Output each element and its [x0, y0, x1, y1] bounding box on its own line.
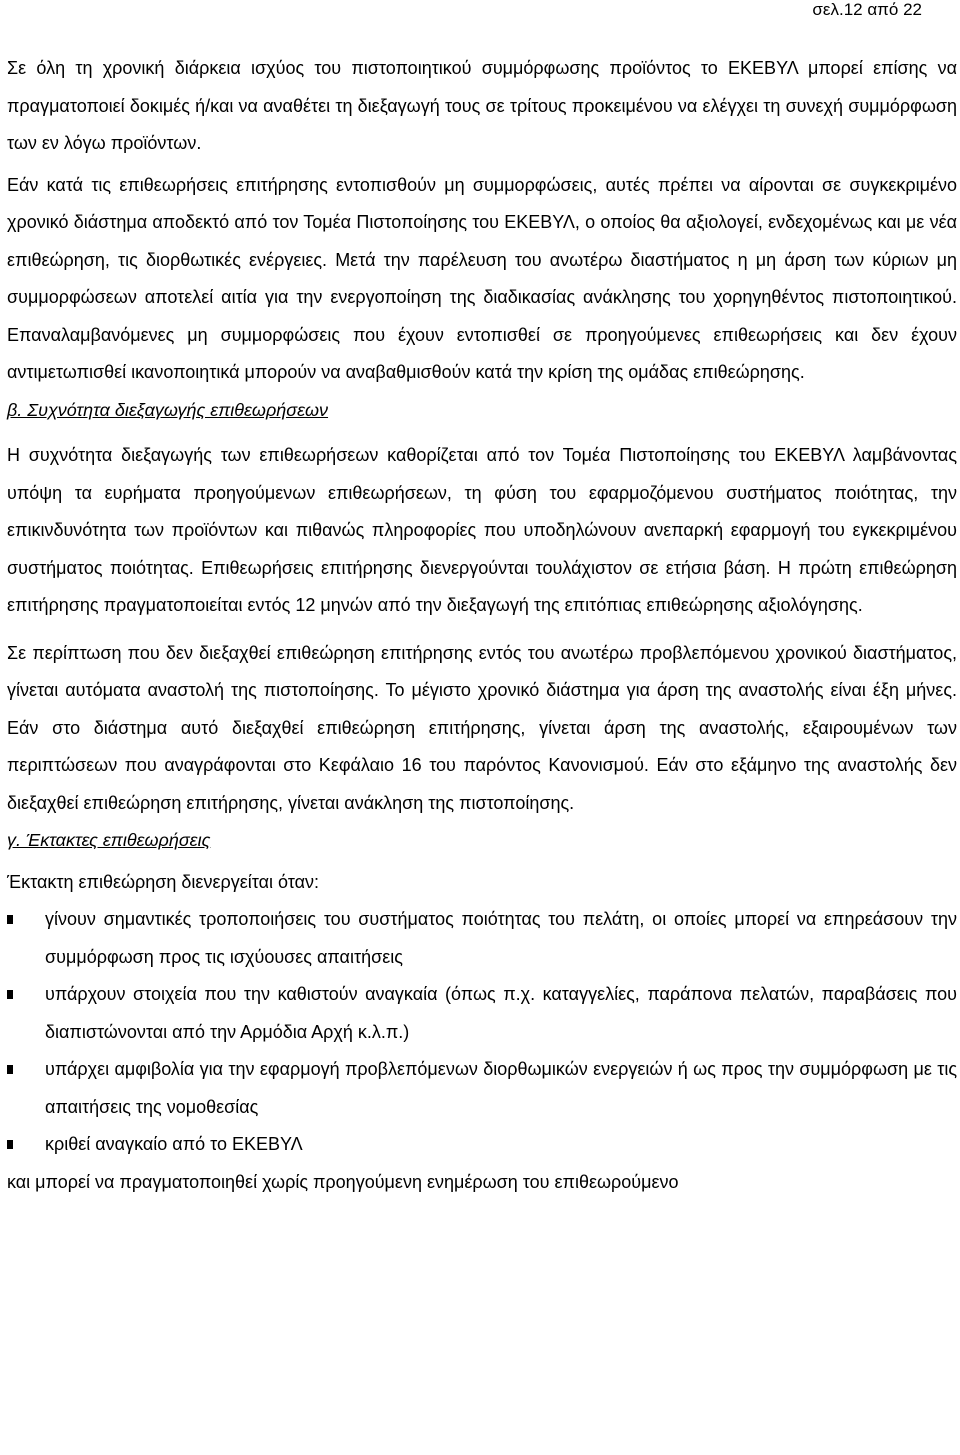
list-item — [7, 976, 957, 1051]
list-item — [7, 1051, 957, 1126]
square-bullet-icon — [7, 990, 13, 999]
extraordinary-conditions-list — [7, 901, 957, 1164]
paragraph-nonconformities: Εάν κατά τις επιθεωρήσεις επιτήρησης εντοπισθούν μη συμμορφώσεις, αυτές πρέπει να αίρονται σε συγκεκριμένο χρονικό διάστημα αποδεκτό από τον Τομέα Πιστοποίησης του ΕΚΕΒΥΛ, ο οποίος θα αξιολογεί, ενδεχομένως και με νέα επιθεώρηση, τις διορθωτικές ενέργειες. Μετά την παρέλευση του ανωτέρω διαστήματος η μη άρση των κύριων μη συμμορφώσεων αποτελεί αιτία για την ενεργοποίηση της διαδικασίας ανάκλησης του χορηγηθέντος πιστοποιητικού. Επαναλαμβανόμενες μη συμμορφώσεις που έχουν εντοπισθεί σε προηγούμενες επιθεωρήσεις και δεν έχουν αντιμετωπισθεί ικανοποιητικά μπορούν να αναβαθμισθούν κατά την κρίση της ομάδας επιθεώρησης. — [7, 174, 957, 382]
list-item-text: κριθεί αναγκαίο από το ΕΚΕΒΥΛ — [45, 1134, 303, 1154]
document-body — [7, 50, 957, 1201]
paragraph-continuous-compliance: Σε όλη τη χρονική διάρκεια ισχύος του πιστοποιητικού συμμόρφωσης προϊόντος το ΕΚΕΒΥΛ μπορεί επίσης να πραγματοποιεί δοκιμές ή/και να αναθέτει τη διεξαγωγή τους σε τρίτους προκειμένου να ελέγχει τη συνεχή συμμόρφωση των εν λόγω προϊόντων. — [7, 58, 957, 153]
list-item — [7, 901, 957, 976]
section-heading-extraordinary: γ. Έκτακτες επιθεωρήσεις — [7, 830, 211, 850]
section-heading-frequency: β. Συχνότητα διεξαγωγής επιθεωρήσεων — [7, 399, 329, 420]
list-item-text: υπάρχει αμφιβολία για την εφαρμογή προβλεπόμενων διορθωμικών ενεργειών ή ως προς την συμμόρφωση με τις απαιτήσεις της νομοθεσίας — [45, 1059, 957, 1117]
paragraph-closing: και μπορεί να πραγματοποιηθεί χωρίς προηγούμενη ενημέρωση του επιθεωρούμενο — [7, 1171, 679, 1192]
paragraph-frequency: Η συχνότητα διεξαγωγής των επιθεωρήσεων καθορίζεται από τον Τομέα Πιστοποίησης του ΕΚΕΒΥΛ λαμβάνοντας υπόψη τα ευρήματα προηγούμενων επιθεωρήσεων, τη φύση του εφαρμοζόμενου συστήματος ποιότητας, την επικινδυνότητα των προϊόντων και πιθανώς πληροφορίες που υποδηλώνουν ανεπαρκή εφαρμογή του εγκεκριμένου συστήματος ποιότητας. Επιθεωρήσεις επιτήρησης διενεργούνται τουλάχιστον σε ετήσια βάση. Η πρώτη επιθεώρηση επιτήρησης πραγματοποιείται εντός 12 μηνών από την διεξαγωγή της επιτόπιας επιθεώρησης αξιολόγησης. — [7, 445, 957, 615]
list-item — [7, 1126, 957, 1164]
list-item-text: γίνουν σημαντικές τροποποιήσεις του συστήματος ποιότητας του πελάτη, οι οποίες μπορεί να επηρεάσουν την συμμόρφωση προς τις ισχύουσες απαιτήσεις — [45, 909, 957, 967]
square-bullet-icon — [7, 915, 13, 924]
list-item-text: υπάρχουν στοιχεία που την καθιστούν αναγκαία (όπως π.χ. καταγγελίες, παράπονα πελατών, παραβάσεις που διαπιστώνονται από την Αρμόδια Αρχή κ.λ.π.) — [45, 984, 957, 1042]
paragraph-suspension: Σε περίπτωση που δεν διεξαχθεί επιθεώρηση επιτήρησης εντός του ανωτέρω προβλεπόμενου χρονικού διαστήματος, γίνεται αυτόματα αναστολή της πιστοποίησης. Το μέγιστο χρονικό διάστημα για άρση της αναστολής είναι έξη μήνες. Εάν στο διάστημα αυτό διεξαχθεί επιθεώρηση επιτήρησης, γίνεται άρση της αναστολής, εξαιρουμένων των περιπτώσεων που αναγράφονται στο Κεφάλαιο 16 του παρόντος Κανονισμού. Εάν στο εξάμηνο της αναστολής δεν διεξαχθεί επιθεώρηση επιτήρησης, γίνεται ανάκληση της πιστοποίησης. — [7, 642, 957, 813]
page-number: σελ.12 από 22 — [812, 0, 922, 19]
square-bullet-icon — [7, 1065, 13, 1074]
square-bullet-icon — [7, 1140, 13, 1149]
paragraph-extraordinary-intro: Έκτακτη επιθεώρηση διενεργείται όταν: — [7, 871, 320, 892]
